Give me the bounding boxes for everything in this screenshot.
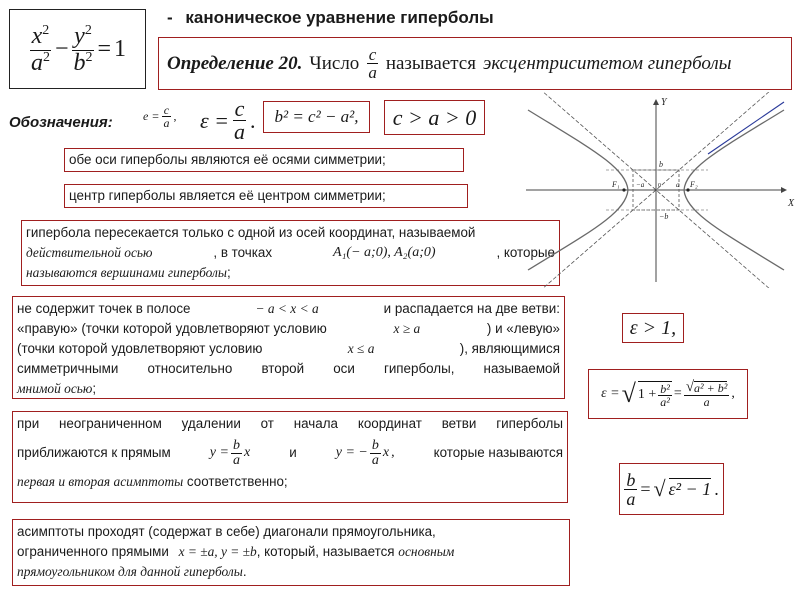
one-plus: 1 +: [637, 387, 657, 402]
rectangle-p3: , который, называется: [256, 544, 395, 559]
rectangle-box: [12, 519, 570, 586]
eq-b: b: [73, 49, 86, 76]
f2-label: F₂: [690, 180, 698, 189]
asymptotes-p1: при неограниченном удалении от начала координат ветви гиперболы: [17, 416, 563, 431]
asymptotes-line1: [17, 414, 563, 434]
eq-exp-3: 2: [84, 22, 92, 38]
b-relation-box: [263, 101, 370, 133]
asymptotes-line3: [17, 472, 563, 492]
rectangle-p2: ограниченного прямыми: [17, 544, 169, 559]
focus-f1: [622, 188, 625, 191]
sqrt-rad: a² + b²: [694, 381, 728, 395]
asymptote-2: [336, 439, 395, 468]
eps-gt-one: ε > 1,: [629, 316, 677, 339]
asymptotes-box: [12, 411, 568, 503]
y-axis-label: Y: [661, 97, 667, 108]
eq-equals: =: [97, 35, 112, 62]
eq-x: x: [31, 22, 43, 49]
definition-box: [158, 37, 792, 90]
eq-exp-1: 2: [42, 22, 50, 38]
page-title: [167, 8, 494, 28]
small-e-label: e =: [143, 109, 160, 123]
definition-num: c: [368, 45, 377, 64]
y2-over-b2: [72, 24, 95, 75]
sqrt-sign-1: √: [621, 379, 636, 408]
asymptote-blue-segment: [708, 102, 784, 154]
strip-line2: [17, 319, 560, 339]
vertices-line2: [26, 243, 555, 263]
eq-one: 1: [114, 35, 127, 62]
sqrt-den: a: [703, 395, 710, 409]
small-e-comma: ,: [173, 109, 177, 123]
b-over-a-box: [619, 463, 724, 515]
vertices-line3: [26, 263, 555, 283]
strip-line1: [17, 299, 560, 319]
notation-eps: [200, 98, 256, 143]
boa-num: b: [626, 469, 636, 490]
asymptote-1: [210, 439, 250, 468]
rectangle-italic1: основным: [398, 544, 455, 559]
canonical-equation-box: [9, 9, 146, 89]
asym2-x: x: [382, 445, 390, 460]
inequality-box: [384, 100, 485, 135]
notation-small-e: [143, 104, 176, 129]
strip-p2: и распадается на две ветви:: [383, 301, 560, 316]
asymptotes-line2: [17, 434, 563, 472]
vertices-line1: [26, 223, 555, 243]
asym2-y: y = −: [335, 445, 368, 460]
asym1-den: a: [232, 452, 240, 468]
definition-rest: называется: [385, 52, 476, 74]
asym1-y: y =: [209, 445, 229, 460]
vertex-a2: A₂(a;0): [394, 245, 436, 260]
left-branch-condition: x ≤ a: [347, 341, 375, 356]
strip-p3: «правую» (точки которой удовлетворяют условию: [17, 321, 327, 336]
strip-p6: ), являющимися: [459, 341, 560, 356]
sqrt-radicand-1: [638, 381, 672, 408]
strip-p4: ) и «левую»: [486, 321, 560, 336]
rectangle-line2: [17, 542, 565, 562]
eps-gt-one-box: [622, 313, 684, 343]
eq-y: y: [74, 22, 85, 49]
eps-den: a: [234, 119, 246, 144]
sqrt-a2: a²: [660, 394, 670, 409]
rectangle-line3: [17, 562, 565, 582]
f1-label: F₁: [612, 180, 620, 189]
strip-box: [12, 296, 565, 399]
symmetry-center-box: [64, 184, 468, 208]
boa-rad: ε² − 1: [668, 479, 712, 499]
vertices-comma: ,: [387, 245, 391, 260]
rectangle-p1: асимптоты проходят (содержат в себе) диагонали прямоугольника,: [17, 524, 436, 539]
asymptotes-p2: приближаются к прямым: [17, 445, 171, 460]
boa-eq: =: [640, 478, 651, 499]
sqrt-b2: b²: [660, 381, 670, 396]
asymptotes-p3: которые называются: [433, 445, 563, 460]
asym2-comma: ,: [391, 445, 395, 460]
strip-line3: [17, 339, 560, 359]
x2-over-a2: [29, 24, 52, 75]
x-axis-label: X: [788, 198, 795, 209]
origin-label: 0: [658, 183, 661, 189]
boa-den: a: [626, 488, 636, 509]
symmetry-axes-text: обе оси гиперболы являются её осями симметрии;: [69, 152, 386, 167]
vertices-term: называются вершинами гиперболы: [26, 265, 227, 280]
definition-word: Число: [309, 52, 360, 74]
imaginary-axis-term: мнимой осью: [17, 381, 93, 396]
strip-line5: [17, 379, 560, 399]
minus-a-label: −a: [636, 181, 645, 189]
vertices-line1-text: гипербола пересекается только с одной из осей координат, называемой: [26, 225, 476, 240]
main-rectangle-term: прямоугольником для данной гиперболы: [17, 564, 243, 579]
sqrt-frac: [684, 380, 730, 408]
right-branch-condition: x ≥ a: [393, 321, 421, 336]
small-e-num: c: [163, 103, 170, 117]
vertices-end1: , которые: [496, 245, 555, 260]
vertex-a1: A₁(− a;0): [333, 245, 388, 260]
minus-b-label: −b: [659, 212, 669, 221]
symmetry-axes-box: [64, 148, 464, 172]
eps-num: c: [234, 96, 245, 121]
strip-p5: (точки которой удовлетворяют условию: [17, 341, 263, 356]
asym1-num: b: [232, 437, 240, 453]
eq-exp-4: 2: [85, 49, 93, 65]
title-dash: -: [167, 8, 173, 27]
eps-sqrt-lhs: ε =: [601, 386, 620, 401]
a-label: a: [676, 181, 680, 189]
vertices-mid: , в точках: [213, 245, 273, 260]
notations-label: Обозначения:: [9, 114, 113, 131]
strip-line4: [17, 359, 560, 379]
strip-p7: симметричными относительно второй оси гиперболы, называемой: [17, 361, 560, 376]
eps-sqrt-eq: =: [673, 386, 682, 401]
eq-exp-2: 2: [42, 49, 50, 65]
definition-c-over-a: [366, 46, 379, 81]
eq-a: a: [30, 49, 43, 76]
boa-dot: .: [714, 478, 719, 499]
vertices-box: [21, 220, 560, 286]
eps-sqrt-box: [588, 369, 748, 419]
eps-dot: .: [250, 107, 256, 133]
strip-inequality: − a < x < a: [255, 301, 319, 316]
eq-minus: −: [54, 35, 69, 62]
inequality: c > a > 0: [392, 104, 477, 130]
sqrt-sign-2: √: [685, 379, 695, 395]
asym1-x: x: [243, 445, 251, 460]
title-text: каноническое уравнение гиперболы: [185, 8, 494, 27]
b-label: b: [659, 160, 663, 169]
strip-p1: не содержит точек в полосе: [17, 301, 191, 316]
asym2-den: a: [371, 452, 379, 468]
asymptotes-and: и: [289, 445, 297, 460]
definition-den: a: [368, 63, 377, 82]
sqrt-sign-3: √: [653, 476, 666, 501]
rectangle-p4: .: [242, 564, 247, 579]
vertices-end2: ;: [226, 265, 231, 280]
eps-sqrt-comma: ,: [731, 386, 735, 401]
definition-label: Определение 20.: [167, 52, 303, 74]
rectangle-line1: [17, 522, 565, 542]
asymptotes-p4: соответственно;: [186, 474, 288, 489]
b-relation: b² = c² − a²,: [274, 107, 359, 126]
strip-p8: ;: [92, 381, 97, 396]
real-axis-term: действительной осью: [26, 245, 153, 260]
rectangle-lines: x = ±a, y = ±b: [178, 544, 257, 559]
asym2-num: b: [371, 437, 379, 453]
definition-term: эксцентриситетом гиперболы: [482, 52, 732, 74]
small-e-den: a: [163, 116, 170, 130]
symmetry-center-text: центр гиперболы является её центром симметрии;: [69, 188, 386, 203]
asymptotes-term: первая и вторая асимптоты: [17, 474, 184, 489]
eps-label: ε =: [200, 107, 230, 133]
hyperbola-graph: [518, 92, 799, 288]
